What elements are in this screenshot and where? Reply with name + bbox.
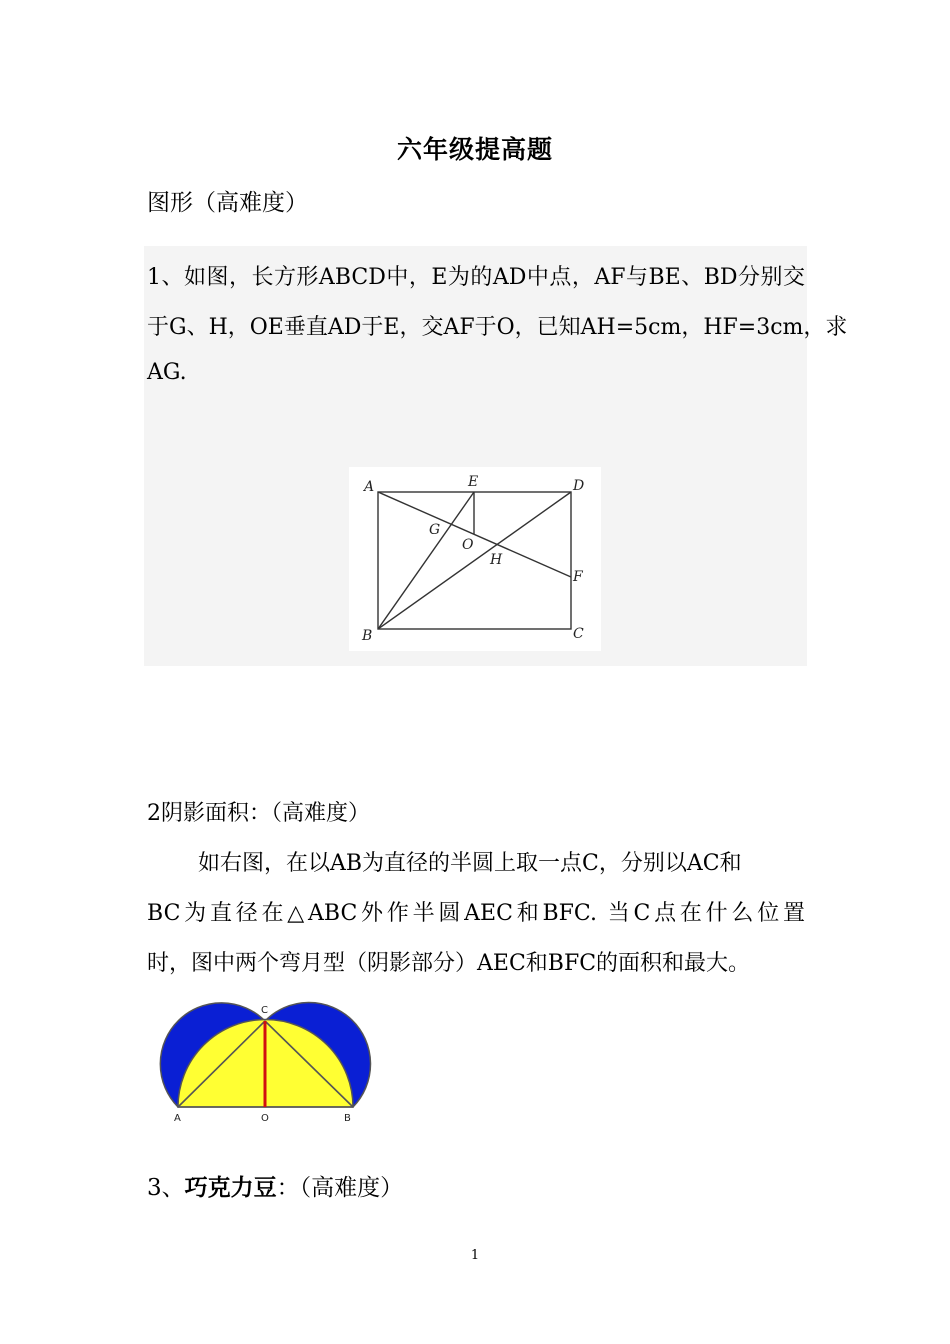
label-a: A	[364, 479, 375, 495]
problem-3-keyword: 巧克力豆	[184, 1174, 277, 1201]
page-number: 1	[470, 1248, 480, 1263]
problem-3-difficulty: ：（高难度）	[276, 1175, 404, 1201]
label-a: A	[174, 1113, 181, 1124]
problem-2-line-1: 如右图，在以AB为直径的半圆上取一点C，分别以AC和	[198, 851, 742, 876]
problem-2-line-3: 时，图中两个弯月型（阴影部分）AEC和BFC的面积和最大。	[147, 951, 751, 976]
lune-diagram	[149, 996, 381, 1124]
label-c: C	[573, 626, 584, 642]
problem-1-figure	[349, 467, 601, 651]
problem-2-figure	[149, 996, 381, 1124]
label-e: E	[468, 474, 479, 490]
problem-2-heading: 2阴影面积：（高难度）	[147, 801, 370, 826]
section-heading: 图形（高难度）	[147, 190, 308, 216]
problem-1-line-1	[147, 260, 805, 291]
label-h: H	[490, 552, 503, 568]
problem-1-line-3: AG.	[147, 360, 187, 385]
label-g: G	[429, 522, 441, 538]
label-d: D	[573, 478, 585, 494]
problem-2-line-2	[147, 896, 805, 927]
page-title: 六年级提高题	[396, 135, 553, 164]
label-o: O	[261, 1113, 269, 1124]
label-b: B	[344, 1113, 351, 1124]
problem-1-text-2: 于G、H，OE垂直AD于E，交AF于O，已知AH=5cm，HF=3cm，求	[147, 315, 848, 340]
problem-3-heading	[147, 1169, 403, 1202]
label-b: B	[362, 628, 373, 644]
problem-1-line-2	[147, 310, 848, 341]
rectangle-diagram	[349, 467, 601, 651]
label-f: F	[573, 569, 583, 585]
problem-3-number: 3、	[147, 1175, 185, 1201]
label-c: C	[261, 1005, 268, 1016]
problem-2-text-2: BC为直径在△ABC外作半圆AEC和BFC. 当C点在什么位置	[147, 901, 805, 926]
problem-1-text-1: 1、如图，长方形ABCD中，E为的AD中点，AF与BE、BD分别交	[147, 265, 805, 290]
label-o: O	[462, 537, 474, 553]
